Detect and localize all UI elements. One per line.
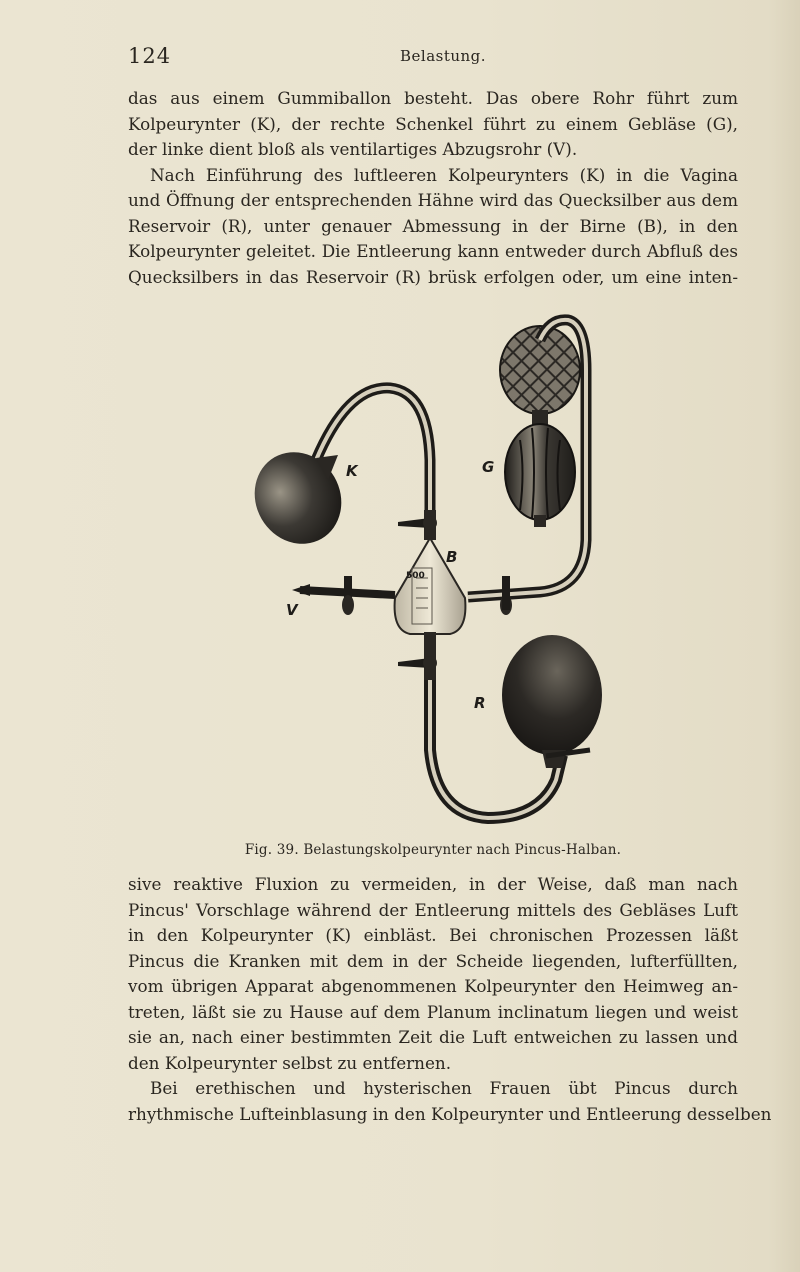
text-line: in den Kolpeurynter (K) einbläst. Bei chronischen Prozessen läßt — [128, 925, 738, 945]
label-g: G — [482, 458, 495, 476]
text-line: vom übrigen Apparat abgenommenen Kolpeurynter den Heimweg an- — [128, 976, 738, 996]
figure-apparatus — [250, 310, 610, 830]
text-line: Quecksilbers in das Reservoir (R) brüsk erfolgen oder, um eine inten- — [128, 266, 738, 287]
label-r: R — [474, 694, 486, 712]
label-b: B — [446, 548, 458, 566]
text-line: und Öffnung der entsprechenden Hähne wird das Quecksilber aus dem — [128, 190, 738, 210]
paragraph-top — [128, 86, 738, 290]
text-line: rhythmische Lufteinblasung in den Kolpeurynter und Entleerung desselben — [128, 1103, 772, 1124]
text-line: Pincus die Kranken mit dem in der Scheide liegenden, lufterfüllten, — [128, 950, 738, 971]
apparatus-illustration — [250, 310, 610, 830]
page-number: 124 — [128, 44, 172, 68]
balloon-k — [250, 436, 358, 559]
text-line: der linke dient bloß als ventilartiges Abzugsrohr (V). — [128, 139, 578, 159]
blower-ribbed-bulb — [505, 424, 575, 520]
running-head: Belastung. — [400, 47, 487, 65]
text-line: das aus einem Gummiballon besteht. Das obere Rohr führt zum — [128, 88, 738, 108]
text-line: den Kolpeurynter selbst zu entfernen. — [128, 1052, 452, 1073]
label-k: K — [346, 462, 358, 480]
text-line: Pincus' Vorschlage während der Entleerung mittels des Gebläses Luft — [128, 899, 738, 920]
text-line: Kolpeurynter geleitet. Die Entleerung kann entweder durch Abfluß des — [128, 241, 738, 261]
text-line: treten, läßt sie zu Hause auf dem Planum inclinatum liegen und weist — [128, 1001, 738, 1022]
text-line: Bei erethischen und hysterischen Frauen übt Pincus durch — [150, 1078, 738, 1098]
page-header — [128, 44, 738, 74]
text-line: sive reaktive Fluxion zu vermeiden, in der Weise, daß man nach — [128, 874, 738, 894]
text-line: Kolpeurynter (K), der rechte Schenkel führt zu einem Gebläse (G), — [128, 113, 738, 134]
text-line: Nach Einführung des luftleeren Kolpeurynters (K) in die Vagina — [150, 164, 738, 185]
text-line: Reservoir (R), unter genauer Abmessung in der Birne (B), in den — [128, 215, 738, 236]
label-scale: 500 — [406, 571, 425, 581]
reservoir-r — [502, 635, 602, 755]
paragraph-bottom — [128, 872, 772, 1127]
text-line: sie an, nach einer bestimmten Zeit die Luft entweichen zu lassen und — [128, 1027, 738, 1047]
figure-caption: Fig. 39. Belastungskolpeurynter nach Pincus-Halban. — [244, 842, 622, 858]
label-v: V — [286, 601, 298, 619]
